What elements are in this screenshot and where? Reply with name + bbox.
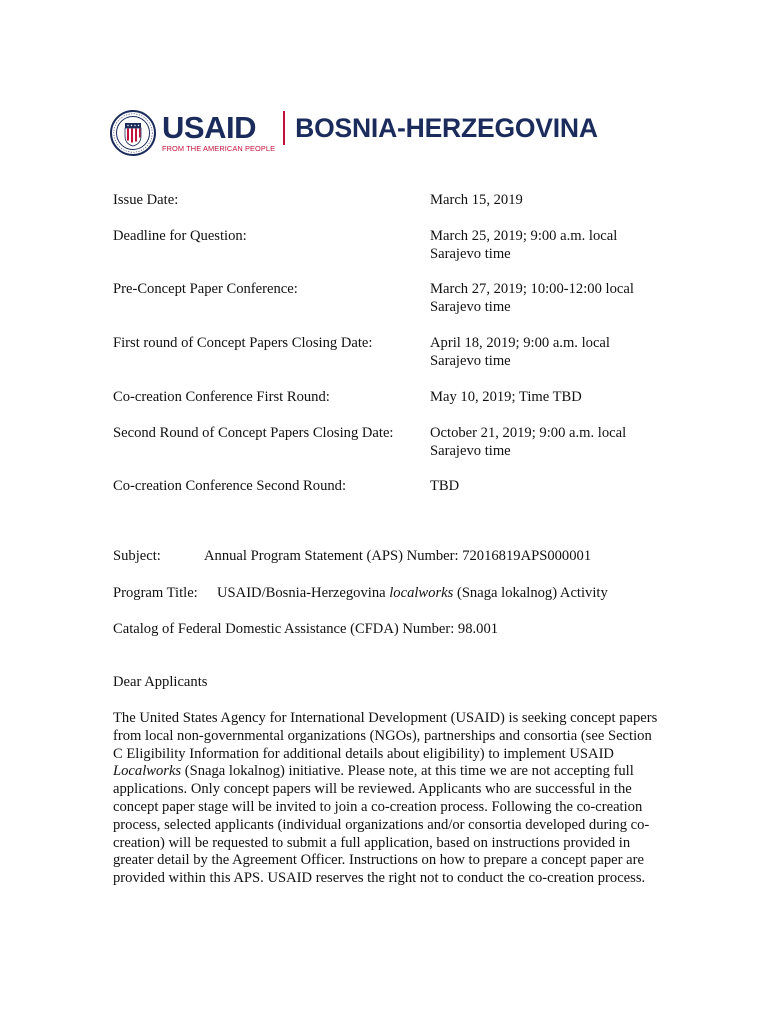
usaid-tagline: FROM THE AMERICAN PEOPLE <box>162 144 276 153</box>
usaid-seal-icon <box>110 110 156 156</box>
program-title-label: Program Title: <box>113 585 198 601</box>
subject-label: Subject: <box>113 548 161 564</box>
date-label: Issue Date: <box>113 192 179 208</box>
date-value: October 21, 2019; 9:00 a.m. local Sarajevo time <box>430 425 627 459</box>
program-title-italic: localworks <box>389 585 454 601</box>
country-name: BOSNIA-HERZEGOVINA <box>295 113 598 143</box>
date-label: Co-creation Conference Second Round: <box>113 478 347 494</box>
salutation: Dear Applicants <box>113 674 208 690</box>
date-label: First round of Concept Papers Closing Date: <box>113 335 373 351</box>
usaid-wordmark-text: USAID <box>162 110 256 145</box>
date-label: Co-creation Conference First Round: <box>113 389 330 405</box>
date-value: March 15, 2019 <box>430 192 523 208</box>
program-title-value <box>217 584 608 602</box>
date-label: Second Round of Concept Papers Closing Date: <box>113 425 394 441</box>
date-value: March 27, 2019; 10:00-12:00 local Sarajevo time <box>430 281 634 315</box>
body-text-part2: (Snaga lokalnog) initiative. Please note, at this time we are not accepting full applications. Only concept papers will be reviewed. Applicants who are successful in the concept paper stage will be invited to join a co-creation process. Following the co-creation process, selected applicants (individual organizations and/or consortia developed during co-creation) will be requested to submit a full application, based on instructions provided in greater detail by the Agreement Officer. Instructions on how to prepare a concept paper are provided within this APS. USAID reserves the right not to conduct the co-creation process. <box>113 763 650 887</box>
date-value: May 10, 2019; Time TBD <box>430 389 582 405</box>
subject-value: Annual Program Statement (APS) Number: 72016819APS000001 <box>204 548 592 564</box>
program-title-prefix: USAID/Bosnia-Herzegovina <box>217 585 390 601</box>
date-label: Pre-Concept Paper Conference: <box>113 281 298 297</box>
cfda-number: Catalog of Federal Domestic Assistance (CFDA) Number: 98.001 <box>113 621 499 637</box>
body-text-part1: The United States Agency for International Development (USAID) is seeking concept papers from local non-governmental organizations (NGOs), partnerships and consortia (see Section C Eligibility Information for additional details about eligibility) to implement USAID <box>113 710 658 762</box>
date-value: TBD <box>430 478 460 494</box>
body-paragraph <box>113 710 663 888</box>
body-paragraph-text <box>113 710 663 888</box>
logo-divider <box>283 111 285 145</box>
program-title-suffix: (Snaga lokalnog) Activity <box>453 585 608 601</box>
date-value: March 25, 2019; 9:00 a.m. local Sarajevo time <box>430 228 618 262</box>
date-value: April 18, 2019; 9:00 a.m. local Sarajevo time <box>430 335 610 369</box>
usaid-logo <box>110 108 598 158</box>
usaid-wordmark <box>162 110 276 153</box>
body-text-italic: Localworks <box>113 763 182 780</box>
date-label: Deadline for Question: <box>113 228 247 244</box>
